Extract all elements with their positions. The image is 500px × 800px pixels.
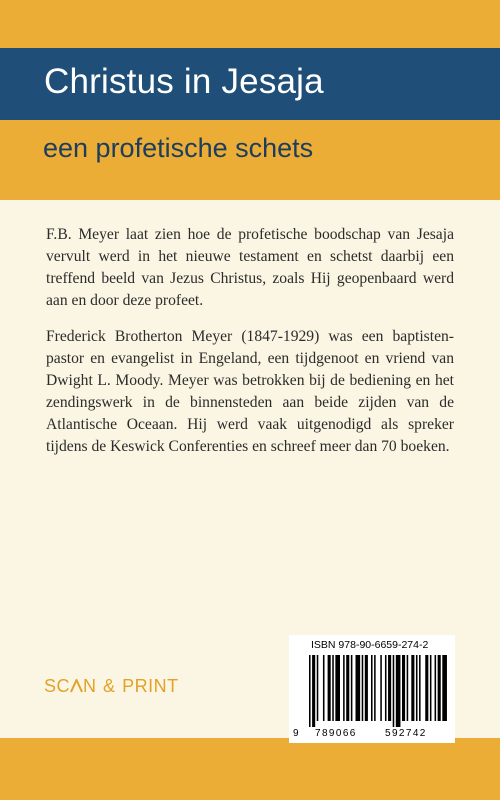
barcode-bar [346,655,349,721]
author-bio-paragraph: Frederick Brotherton Meyer (1847-1929) was een baptisten-pastor en evangelist in Engeland, een tijdgenoot en vriend van Dwight L. Moody. Meyer was betrokken bij de bediening en het zendingswerk in de binnensteden aan beide zijden van de Atlantische Oceaan. Hij werd vaak uitgenodigd als spreker tijdens de Keswick Conferenties en schreef meer dan 70 boeken. [46,328,454,455]
barcode-bar [416,655,418,721]
book-subtitle: een profetische schets [43,133,314,163]
barcode-bar [380,655,382,721]
description-paragraph: F.B. Meyer laat zien hoe de profetische boodschap van Jesaja vervult werd in het nieuwe testament en schetst daarbij een treffend beeld van Jezus Christus, zoals Hij geopenbaard werd aan en door deze profeet. [46,226,454,309]
barcode-bar [419,655,421,721]
barcode-bar [402,655,405,721]
barcode-bar [356,655,361,721]
barcode-bar [323,655,325,721]
publisher-name-part: N [83,676,97,696]
publisher-name-part: SC [44,676,71,696]
triangle-a-icon [70,679,83,693]
publisher-logo [44,676,179,697]
barcode-bar [374,655,376,721]
book-title: Christus in Jesaja [44,62,324,101]
barcode-bar [396,655,401,727]
barcode-bar [351,655,353,721]
barcode-bar [335,655,340,721]
barcode-digits-right: 592742 [385,728,427,739]
barcode-digit-first: 9 [293,728,299,739]
barcode-bar [388,655,391,721]
barcode-bar [312,655,315,727]
barcode-bar [362,655,364,721]
barcode-bar [365,655,368,721]
barcode-bar [343,655,345,721]
isbn-barcode [289,635,455,743]
bottom-color-band [0,738,500,800]
barcode-bar [411,655,414,721]
barcode-bar [438,655,441,721]
barcode-digits-left: 789066 [315,728,357,739]
barcode-bar [332,655,334,721]
barcode-bar [407,655,409,721]
barcode-bar [385,655,387,721]
isbn-label: ISBN 978-90-6659-274-2 [311,639,429,651]
barcode-bar [425,655,428,721]
publisher-name-part: PRINT [122,676,179,696]
barcode-bar [309,655,311,727]
barcode-bar [435,655,437,721]
barcode-bar [317,655,319,721]
publisher-amp: & [103,676,116,696]
barcode-bars [295,655,449,727]
barcode-bar [430,655,432,721]
barcode-bar [442,655,447,721]
barcode-bar [393,655,395,727]
barcode-bar [328,655,331,721]
barcode-bar [371,655,373,721]
